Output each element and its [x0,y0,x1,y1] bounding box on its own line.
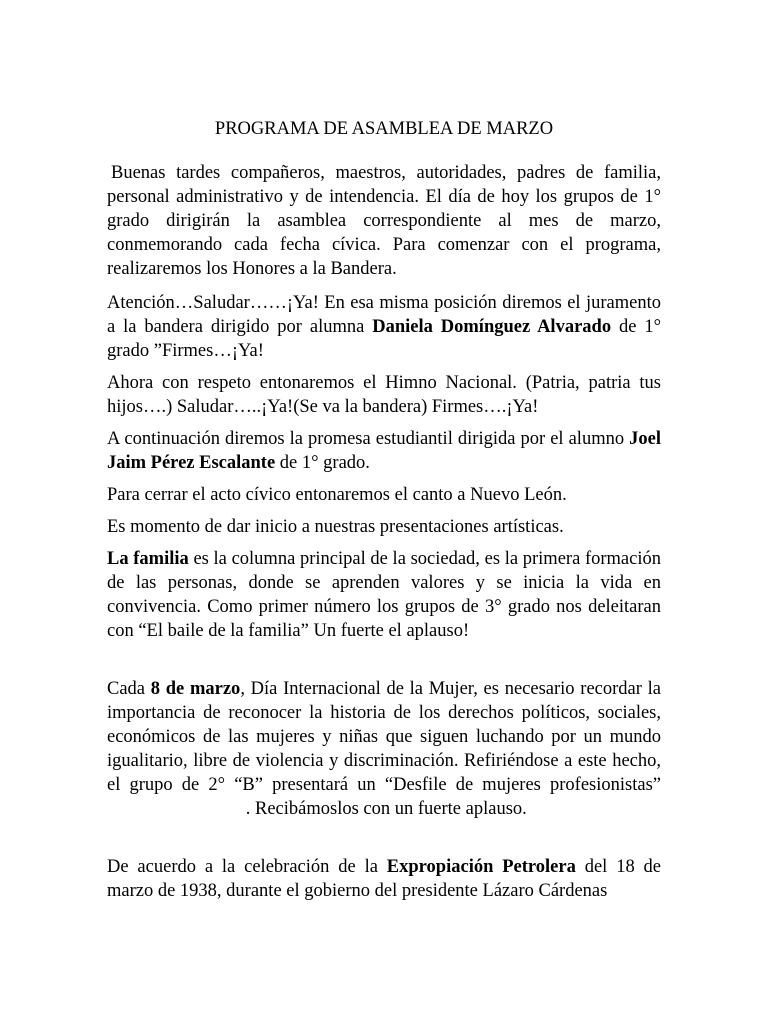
paragraph-greeting [107,161,661,281]
paragraph-text: Atención…Saludar……¡Ya! En esa misma posición diremos el juramento a la bandera dirigido por alumna [107,293,661,337]
paragraph-text: Buenas tardes compañeros, maestros, autoridades, padres de familia, personal administrativo y de intendencia. El día de hoy los grupos de 1° grado dirigirán la asamblea correspondiente al mes de marzo, conmemorando cada fecha cívica. Para comenzar con el programa, realizaremos los Honores a la Bandera. [107,163,661,279]
bold-term: Expropiación Petrolera [386,857,576,877]
paragraph-flag-oath [107,291,661,363]
paragraph-artistic-start [107,515,661,539]
bold-date: 8 de marzo [150,679,241,699]
paragraph-text: Recibámoslos con un fuerte aplauso. [250,799,527,819]
document-body [107,161,661,913]
paragraph-family [107,547,661,643]
paragraph-text: Para cerrar el acto cívico entonaremos el canto a Nuevo León. [107,485,567,505]
paragraph-text: es la columna principal de la sociedad, es la primera formación de las personas, donde se aprenden valores y se inicia la vida en convivencia. Como primer número los grupos de 3° grado nos deleitaran con “El baile de la familia” Un fuerte el aplauso! [107,549,661,641]
paragraph-text: de 1° grado ”Firmes…¡Ya! [107,317,661,361]
student-name: Daniela Domínguez Alvarado [372,317,612,337]
paragraph-text: , Día Internacional de la Mujer, es necesario recordar la importancia de reconocer la historia de los derechos políticos, sociales, económicos de las mujeres y niñas que siguen luchando por un mundo igualitario, libre de violencia y discriminación. Refiriéndose a este hecho, el grupo de 2° “B” presentará un “Desfile de mujeres profesionistas” [107,679,661,795]
paragraph-text: De acuerdo a la celebración de la [107,857,387,877]
paragraph-text: de 1° grado. [275,453,370,473]
paragraph-oil-expropriation [107,855,661,903]
paragraph-womens-day [107,677,661,821]
paragraph-text: Ahora con respeto entonaremos el Himno Nacional. (Patria, patria tus hijos….) Saludar…..¡Ya!(Se va la bandera) Firmes….¡Ya! [107,373,661,417]
paragraph-text: A continuación diremos la promesa estudiantil dirigida por el alumno [107,429,630,449]
document-title: PROGRAMA DE ASAMBLEA DE MARZO [214,119,554,139]
bold-term: La familia [107,549,189,569]
paragraph-student-promise [107,427,661,475]
paragraph-nuevo-leon-song [107,483,661,507]
paragraph-national-anthem [107,371,661,419]
paragraph-text: Cada [107,679,151,699]
paragraph-text: del 18 de marzo de 1938, durante el gobierno del presidente Lázaro Cárdenas [107,857,662,901]
paragraph-text: Es momento de dar inicio a nuestras presentaciones artísticas. [107,517,564,537]
paragraph-text: . [107,799,251,819]
student-name: Joel Jaim Pérez Escalante [107,429,661,473]
